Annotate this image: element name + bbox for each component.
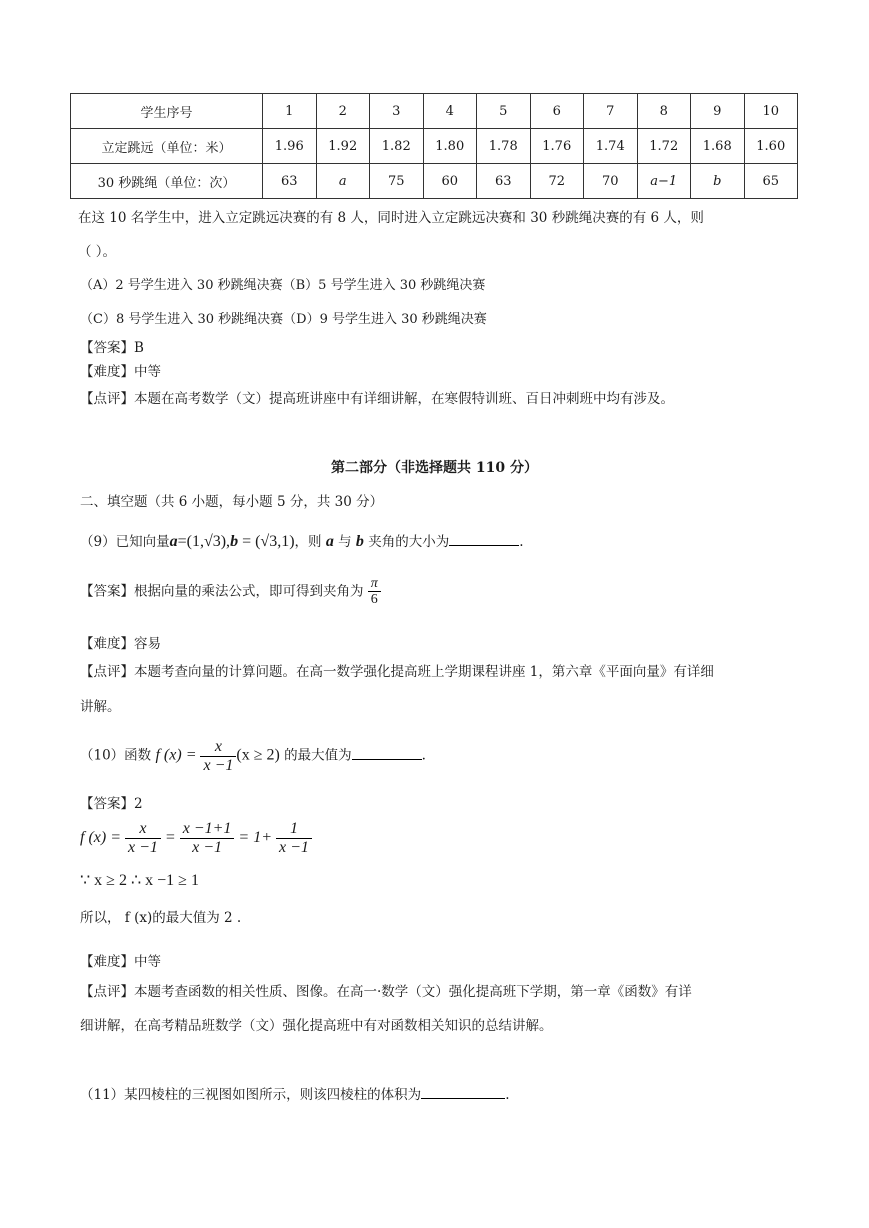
row-label: 30 秒跳绳（单位：次） (71, 164, 263, 199)
q11-text: （11）某四棱柱的三视图如图所示，则该四棱柱的体积为 (80, 1087, 422, 1103)
q9-stem (80, 530, 524, 551)
q10-comment-line2: 细讲解，在高考精品班数学（文）强化提高班中有对函数相关知识的总结讲解。 (80, 1018, 553, 1034)
table-cell: 63 (263, 164, 317, 199)
derivation-fraction (276, 820, 312, 856)
q10-fraction (200, 738, 236, 774)
q10-stem (80, 738, 426, 774)
answer-tag: 【答案】 (80, 796, 134, 812)
fraction-numerator: x −1+1 (182, 820, 232, 837)
table-row (71, 164, 798, 199)
difficulty-value: 容易 (134, 636, 161, 652)
q8-stem-line2: （ ）。 (78, 244, 117, 260)
answer-blank (421, 1084, 505, 1099)
table-cell: 1.68 (691, 129, 745, 164)
section-heading: 二、填空题（共 6 小题，每小题 5 分，共 30 分） (80, 494, 384, 510)
vector-b: b (355, 533, 364, 550)
table-cell: 1.74 (584, 129, 638, 164)
answer-value: B (134, 340, 144, 356)
answer-blank (449, 531, 519, 546)
table-cell: 1.78 (477, 129, 531, 164)
q10-conclusion: 所以， f (x)的最大值为 2 . (80, 910, 242, 926)
q8-options-cd (80, 308, 487, 327)
answer-value: 2 (134, 796, 143, 812)
q11-end: . (505, 1087, 510, 1103)
derivation-lhs: f (x) = (80, 828, 125, 846)
table-cell: 10 (744, 94, 798, 129)
fraction-numerator: x (214, 738, 222, 755)
fraction-denominator: x −1 (180, 838, 235, 857)
q9-text: 与 (333, 534, 356, 550)
q8-options-ab (80, 274, 485, 293)
q8-comment (80, 387, 674, 407)
q9-difficulty (80, 632, 161, 652)
table-cell: 1.72 (637, 129, 691, 164)
table-cell: 63 (477, 164, 531, 199)
table-row (71, 94, 798, 129)
answer-blank (352, 745, 422, 760)
table-cell: 3 (370, 94, 424, 129)
table-cell: a (316, 164, 370, 199)
table-cell: 1.92 (316, 129, 370, 164)
q10-answer (80, 792, 143, 812)
q8-option-b: （B）5 号学生进入 30 秒跳绳决赛 (282, 278, 486, 293)
q10-comment-line1 (80, 980, 692, 1000)
table-cell: 7 (584, 94, 638, 129)
difficulty-value: 中等 (134, 954, 161, 970)
comment-text: 本题考查函数的相关性质、图像。在高一·数学（文）强化提高班下学期，第一章《函数》有详 (134, 984, 692, 1000)
part-title: 第二部分（非选择题共 110 分） (331, 460, 538, 476)
table-cell: a−1 (637, 164, 691, 199)
table-row (71, 129, 798, 164)
q9-end: . (519, 534, 524, 550)
q9-comment-line1 (80, 660, 714, 680)
table-cell: 2 (316, 94, 370, 129)
difficulty-value: 中等 (134, 364, 161, 380)
answer-text: 根据向量的乘法公式，即可得到夹角为 (134, 583, 364, 600)
q10-end: . (421, 747, 426, 764)
table-cell: 1.96 (263, 129, 317, 164)
function-fx: f (x) = (155, 746, 201, 764)
q9-text: 夹角的大小为 (363, 534, 450, 550)
comment-tag: 【点评】 (80, 664, 134, 680)
table-cell: 1.76 (530, 129, 584, 164)
fraction-denominator: x −1 (276, 838, 312, 857)
q8-option-c: （C）8 号学生进入 30 秒跳绳决赛 (80, 312, 284, 327)
table-cell: 1.60 (744, 129, 798, 164)
q8-difficulty (80, 360, 161, 380)
vector-b: b (230, 533, 239, 550)
q8-option-a: （A）2 号学生进入 30 秒跳绳决赛 (80, 278, 283, 293)
table-cell: 1.80 (423, 129, 477, 164)
table-cell: 6 (530, 94, 584, 129)
table-cell: 8 (637, 94, 691, 129)
fraction-denominator: x −1 (200, 756, 236, 775)
comment-text: 本题在高考数学（文）提高班讲座中有详细讲解，在寒假特训班、百日冲刺班中均有涉及。 (134, 391, 674, 407)
answer-tag: 【答案】 (80, 583, 134, 600)
q8-stem-line1: 在这 10 名学生中，进入立定跳远决赛的有 8 人，同时进入立定跳远决赛和 30 秒跳绳决赛的有 6 人，则 (78, 210, 704, 226)
table-cell: 1.82 (370, 129, 424, 164)
q10-difficulty (80, 950, 161, 970)
fraction-denominator: x −1 (125, 838, 161, 857)
derivation-fraction (125, 820, 161, 856)
comment-text: 本题考查向量的计算问题。在高一数学强化提高班上学期课程讲座 1，第六章《平面向量》有详细 (134, 664, 714, 680)
table-cell: 5 (477, 94, 531, 129)
q10-prefix: （10）函数 (80, 747, 156, 764)
q8-answer (80, 336, 144, 356)
pi-over-6-fraction (368, 576, 381, 608)
score-table (70, 93, 798, 199)
vector-a-value: =(1,√3), (177, 533, 231, 550)
domain-condition: (x ≥ 2) (236, 746, 280, 764)
table-cell: 1 (263, 94, 317, 129)
row-label: 学生序号 (71, 94, 263, 129)
q9-answer (80, 576, 381, 608)
answer-tag: 【答案】 (80, 340, 134, 356)
q9-comment-line2: 讲解。 (80, 699, 121, 715)
derivation-mid: = 1+ (234, 828, 276, 846)
difficulty-tag: 【难度】 (80, 364, 134, 380)
q9-text: ，则 (294, 534, 326, 550)
table-cell: 9 (691, 94, 745, 129)
table-cell: 60 (423, 164, 477, 199)
q10-because: ∵ x ≥ 2 ∴ x −1 ≥ 1 (80, 872, 199, 889)
q8-option-d: （D）9 号学生进入 30 秒跳绳决赛 (283, 312, 487, 327)
table-cell: 75 (370, 164, 424, 199)
table-cell: b (691, 164, 745, 199)
q11-stem (80, 1083, 509, 1103)
fraction-numerator: x (139, 820, 147, 837)
vector-b-value: = (√3,1) (238, 533, 295, 550)
derivation-fraction (180, 820, 235, 856)
vector-a: a (169, 533, 178, 550)
row-label: 立定跳远（单位：米） (71, 129, 263, 164)
vector-a: a (325, 533, 334, 550)
fraction-numerator: 1 (289, 820, 298, 837)
q10-text: 的最大值为 (279, 747, 352, 764)
comment-tag: 【点评】 (80, 391, 134, 407)
q10-derivation: f (x) = $\frac{x}{x -1}$ = $\frac{x -1+1}{x -1}$ = 1+ $\frac{1}{x -1}$ (80, 820, 312, 856)
fraction-numerator: π (370, 576, 378, 591)
difficulty-tag: 【难度】 (80, 636, 134, 652)
fraction-denominator: 6 (368, 591, 381, 607)
table-cell: 4 (423, 94, 477, 129)
table-cell: 70 (584, 164, 638, 199)
q9-prefix: （9）已知向量 (80, 534, 170, 550)
table-cell: 65 (744, 164, 798, 199)
table-cell: 72 (530, 164, 584, 199)
difficulty-tag: 【难度】 (80, 954, 134, 970)
comment-tag: 【点评】 (80, 984, 134, 1000)
